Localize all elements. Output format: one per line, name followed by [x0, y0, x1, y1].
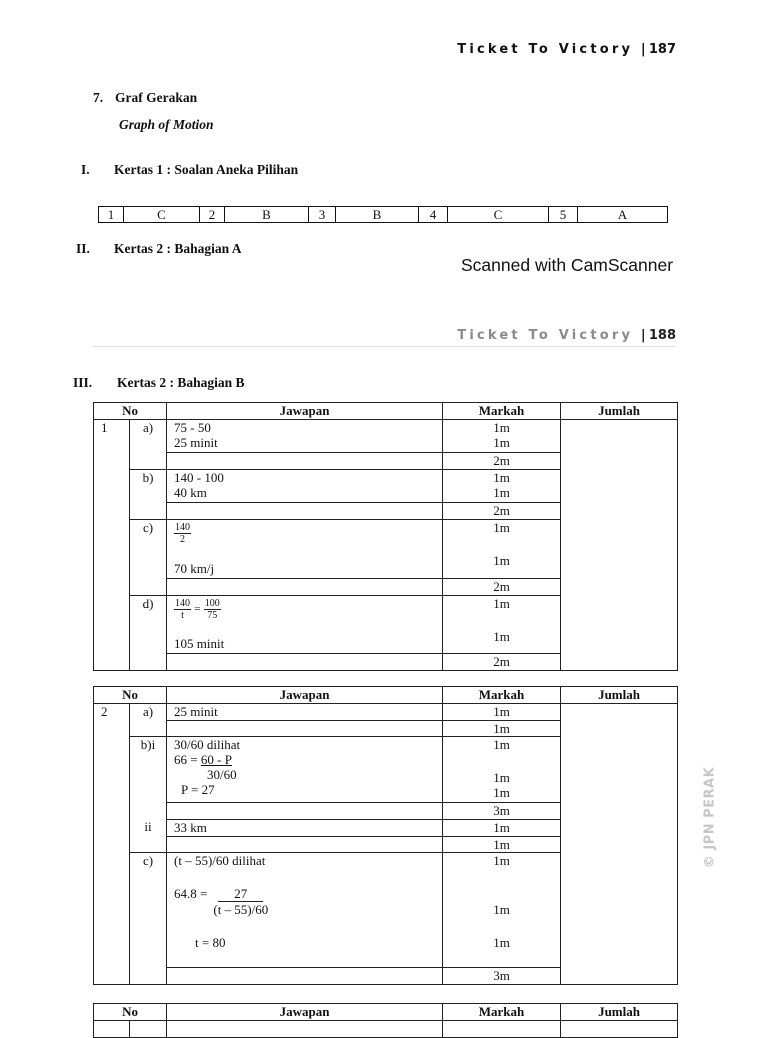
chapter-title: Graf Gerakan — [115, 90, 198, 105]
answer-line — [174, 752, 442, 767]
mcq-q5-number: 5 — [549, 207, 578, 222]
mcq-q3-answer: B — [336, 207, 419, 222]
mcq-q1-number: 1 — [99, 207, 124, 222]
mark: 1m — [443, 704, 561, 721]
empty-cell — [167, 503, 443, 520]
answer-line: 33 km — [167, 820, 443, 837]
mark: 1m — [493, 770, 510, 785]
mark: 1m — [443, 820, 561, 837]
col-header-no: No — [94, 403, 167, 420]
empty-cell — [167, 803, 443, 820]
question-number: 2 — [94, 704, 130, 985]
mark: 1m — [493, 435, 510, 450]
total-blank-cell — [561, 704, 678, 985]
section-3-number: III. — [73, 375, 93, 390]
header-title-2: Ticket To Victory — [457, 328, 634, 343]
answer-cell — [167, 470, 443, 503]
empty-cell — [167, 654, 443, 671]
page-number-2: 188 — [648, 328, 676, 343]
header-divider: | — [640, 42, 649, 57]
fraction — [174, 522, 191, 545]
empty-cell — [167, 837, 443, 853]
empty-cell — [167, 721, 443, 737]
page-separator — [92, 346, 676, 347]
empty-cell — [167, 1021, 443, 1038]
col-header-no: No — [94, 1004, 167, 1021]
part-label: a) — [130, 704, 167, 737]
answer-line: (t – 55)/60 dilihat — [174, 853, 266, 868]
section-3-title: Kertas 2 : Bahagian B — [117, 375, 245, 390]
page-header-2 — [457, 328, 676, 343]
chapter-subtitle: Graph of Motion — [119, 117, 214, 132]
question-number: 1 — [94, 420, 130, 671]
header-divider-2: | — [640, 328, 649, 343]
denominator: t — [181, 610, 184, 621]
answer-line: 30/60 — [207, 767, 237, 782]
mark: 1m — [493, 596, 510, 611]
answer-table-q3 — [93, 1003, 678, 1038]
mcq-q4-answer: C — [448, 207, 549, 222]
equation-numerator: 60 - P — [200, 752, 232, 767]
section-2-title: Kertas 2 : Bahagian A — [114, 241, 242, 256]
part-label: c) — [130, 853, 167, 985]
empty-cell — [94, 1021, 130, 1038]
answer-cell — [167, 737, 443, 803]
marks-cell — [443, 470, 561, 503]
equation-fraction — [213, 886, 268, 917]
mcq-q1-answer: C — [124, 207, 200, 222]
subtotal: 3m — [443, 803, 561, 820]
part-label: c) — [130, 520, 167, 596]
section-2-number: II. — [76, 241, 90, 256]
col-header-total: Jumlah — [561, 687, 678, 704]
empty-cell — [167, 579, 443, 596]
mcq-q2-answer: B — [225, 207, 309, 222]
marks-cell — [443, 420, 561, 453]
answer-line: 75 - 50 — [174, 420, 211, 435]
equation — [174, 886, 442, 917]
answer-line: 25 minit — [167, 704, 443, 721]
watermark: © JPN PERAK — [702, 766, 718, 869]
col-header-total: Jumlah — [561, 403, 678, 420]
answer-table-q2 — [93, 686, 678, 985]
empty-cell — [443, 1021, 561, 1038]
fraction — [174, 598, 191, 621]
part-label: a) — [130, 420, 167, 470]
col-header-no: No — [94, 687, 167, 704]
empty-cell — [130, 1021, 167, 1038]
mark: 1m — [493, 553, 510, 568]
numerator: 140 — [175, 522, 191, 533]
answer-cell — [167, 853, 443, 968]
answer-line: 105 minit — [174, 636, 225, 651]
marks-cell — [443, 520, 561, 579]
subtotal: 3m — [443, 968, 561, 985]
equation-left: 66 = — [174, 752, 201, 767]
mark: 1m — [493, 902, 510, 917]
mcq-answer-strip — [98, 206, 668, 223]
chapter-number: 7. — [93, 90, 104, 105]
part-label: b)i — [140, 737, 156, 752]
col-header-answer: Jawapan — [167, 403, 443, 420]
mark: 1m — [493, 629, 510, 644]
section-1-title: Kertas 1 : Soalan Aneka Pilihan — [114, 162, 299, 177]
empty-cell — [561, 1021, 678, 1038]
mark: 1m — [493, 470, 510, 485]
scanner-caption: Scanned with CamScanner — [461, 255, 674, 275]
mcq-q2-number: 2 — [200, 207, 225, 222]
part-label: d) — [130, 596, 167, 671]
denominator: 75 — [207, 610, 218, 621]
equation-left: 64.8 = — [174, 886, 208, 901]
col-header-total: Jumlah — [561, 1004, 678, 1021]
mark: 1m — [493, 853, 510, 868]
col-header-answer: Jawapan — [167, 1004, 443, 1021]
page-number: 187 — [648, 42, 676, 57]
col-header-marks: Markah — [443, 403, 561, 420]
page-header — [457, 42, 676, 57]
part-label-group — [130, 737, 167, 853]
equation-denominator: (t – 55)/60 — [213, 902, 269, 917]
equals-sign: = — [194, 603, 201, 615]
answer-cell — [167, 420, 443, 453]
marks-cell — [443, 596, 561, 654]
equation-numerator: 27 — [218, 886, 263, 902]
col-header-marks: Markah — [443, 1004, 561, 1021]
mark: 1m — [493, 785, 510, 800]
numerator: 100 — [204, 598, 220, 609]
answer-cell — [167, 520, 443, 579]
mark: 1m — [493, 737, 510, 752]
subtotal: 2m — [443, 453, 561, 470]
subtotal: 2m — [443, 503, 561, 520]
mark: 1m — [493, 935, 510, 950]
header-title: Ticket To Victory — [457, 42, 634, 57]
mark: 1m — [493, 420, 510, 435]
fraction — [204, 598, 221, 621]
answer-line: 25 minit — [174, 435, 218, 450]
subtotal: 2m — [443, 654, 561, 671]
answer-cell — [167, 596, 443, 654]
answer-line: P = 27 — [181, 782, 215, 797]
numerator: 140 — [175, 598, 191, 609]
answer-line: 40 km — [174, 485, 207, 500]
mark: 1m — [443, 721, 561, 737]
answer-line: 70 km/j — [174, 561, 215, 576]
col-header-answer: Jawapan — [167, 687, 443, 704]
marks-cell — [443, 853, 561, 968]
answer-line: 30/60 dilihat — [174, 737, 241, 752]
empty-cell — [167, 968, 443, 985]
part-label: b) — [130, 470, 167, 520]
total-blank-cell — [561, 420, 678, 671]
section-1-number: I. — [81, 162, 90, 177]
mark: 1m — [493, 485, 510, 500]
empty-cell — [167, 453, 443, 470]
answer-line: t = 80 — [195, 935, 226, 950]
marks-cell — [443, 737, 561, 803]
mark: 1m — [443, 837, 561, 853]
mcq-q3-number: 3 — [309, 207, 336, 222]
mcq-q4-number: 4 — [419, 207, 448, 222]
answer-line: 140 - 100 — [174, 470, 224, 485]
mark: 1m — [493, 520, 510, 535]
subtotal: 2m — [443, 579, 561, 596]
col-header-marks: Markah — [443, 687, 561, 704]
part-label: ii — [144, 819, 152, 834]
mcq-q5-answer: A — [617, 207, 628, 222]
answer-table-q1 — [93, 402, 678, 671]
denominator: 2 — [180, 534, 186, 545]
